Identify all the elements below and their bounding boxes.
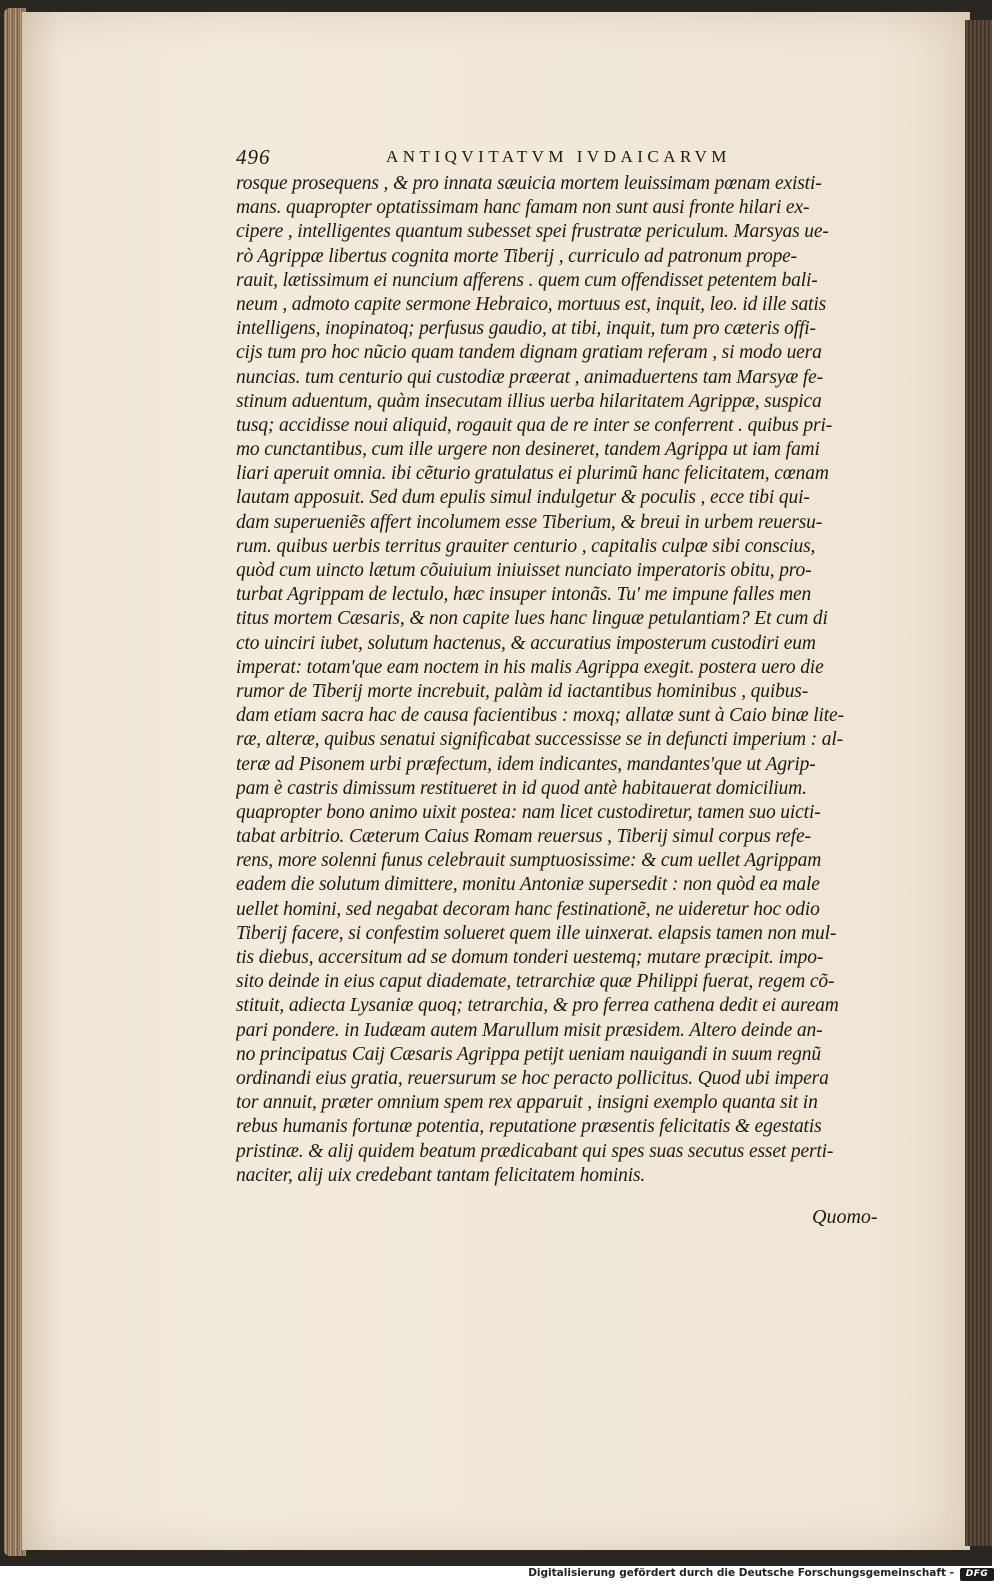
text-line: mo cunctantibus, cum ille urgere non desineret, tandem Agrippa ut iam fami [236,439,820,461]
text-line: cto uinciri iubet, solutum hactenus, & accuratius imposterum custodiri eum [236,632,816,654]
text-line: tabat arbitrio. Cæterum Caius Romam reuersus , Tiberij simul corpus refe- [236,826,811,848]
text-line: stituit, adiecta Lysaniæ quoq; tetrarchia, & pro ferrea cathena dedit ei auream [236,995,839,1017]
text-line: pari pondere. in Iudæam autem Marullum misit præsidem. Altero deinde an- [236,1019,823,1041]
text-line: rebus humanis fortunæ potentia, reputatione præsentis felicitatis & egestatis [236,1116,822,1138]
text-line: titus mortem Cæsaris, & non capite lues hanc linguæ petulantiam? Et cum di [236,608,828,630]
text-line: turbat Agrippam de lectulo, hæc insuper intonãs. Tu' me impune falles men [236,584,812,606]
text-line: sito deinde in eius caput diademate, tetrarchiæ quæ Philippi fuerat, regem cõ- [236,971,835,993]
text-line: stinum aduentum, quàm insecutam illius uerba hilaritatem Agrippæ, suspica [236,390,822,412]
text-line: ordinandi eius gratia, reuersurum se hoc peracto pollicitus. Quod ubi impera [236,1067,829,1089]
text-line: Tiberij facere, si confestim solueret quem ille uinxerat. elapsis tamen non mul- [236,922,837,944]
catchword: Quomo- [812,1206,878,1228]
text-line: naciter, alij uix credebant tantam felicitatem hominis. [236,1164,646,1186]
funding-credit: Digitalisierung gefördert durch die Deutsche Forschungsgemeinschaft - [528,1567,954,1579]
dfg-logo-icon: DFG [960,1568,994,1581]
text-line: liari aperuit omnia. ibi cẽturio gratulatus ei plurimũ hanc felicitatem, cœnam [236,463,829,485]
text-line: pristinæ. & alij quidem beatum prædicabant qui spes suas secutus esset perti- [236,1140,834,1162]
footer-bar [0,1566,1000,1584]
text-line: intelligens, inopinatoq; perfusus gaudio, at tibi, inquit, tum pro cæteris offi- [236,318,816,340]
text-line: neum , admoto capite sermone Hebraico, mortuus est, inquit, leo. id ille satis [236,293,827,315]
text-line: rauit, lætissimum ei nuncium afferens . quem cum offendisset petentem bali- [236,269,818,291]
text-line: lautam apposuit. Sed dum epulis simul indulgetur & poculis , ecce tibi qui- [236,487,810,509]
text-line: nuncias. tum centurio qui custodiæ præerat , animaduertens tam Marsyæ fe- [236,366,824,388]
text-line: tusq; accidisse noui aliquid, rogauit qua de re inter se conferrent . quibus pri- [236,414,833,436]
page-header-title: ANTIQVITATVM IVDAICARVM [386,147,731,166]
text-line: dam etiam sacra hac de causa facientibus : moxq; allatæ sunt à Caio binæ lite- [236,705,844,727]
text-line: tor annuit, præter omnium spem rex apparuit , insigni exemplo quanta sit in [236,1092,818,1114]
text-line: no principatus Caij Cæsaris Agrippa petijt ueniam nauigandi in suum regnũ [236,1043,821,1065]
text-line: rens, more solenni funus celebrauit sumptuosissime: & cum uellet Agrippam [236,850,822,872]
text-line: pam è castris dimissum restitueret in id quod antè habitauerat domicilium. [236,777,807,799]
text-line: cijs tum pro hoc nũcio quam tandem dignam gratiam referam , si modo uera [236,342,822,364]
book-gutter-edge [965,20,992,1546]
text-line: imperat: totam'que eam noctem in his malis Agrippa exegit. postera uero die [236,656,824,678]
text-line: cipere , intelligentes quantum subesset spei frustratæ periculum. Marsyas ue- [236,221,829,243]
text-line: eadem die solutum dimittere, monitu Antoniæ supersedit : non quòd ea male [236,874,820,896]
text-line: tis diebus, accersitum ad se domum tonderi uestemq; mutare præcipit. impo- [236,947,824,968]
page-number: 496 [236,145,271,169]
text-line: dam superueniẽs affert incolumem esse Tiberium, & breui in urbem reuersu- [236,511,823,533]
text-line: teræ ad Pisonem urbi præfectum, idem indicantes, mandantes'que ut Agrip- [236,753,816,775]
text-line: rosque prosequens , & pro innata sæuicia mortem leuissimam pœnam existi- [236,173,822,194]
text-line: ræ, alteræ, quibus senatui significabat successisse se in defuncti imperium : al- [236,729,843,751]
running-head [236,143,892,173]
text-line: quapropter bono animo uixit postea: nam licet custodiretur, tamen suo uicti- [236,801,821,823]
text-line: uellet homini, sed negabat decoram hanc festinationẽ, ne uideretur hoc odio [236,898,820,920]
body-text [236,172,896,1188]
text-line: rò Agrippæ libertus cognita morte Tiberij , curriculo ad patronum prope- [236,245,798,267]
text-line: mans. quapropter optatissimam hanc famam non sunt ausi fronte hilari ex- [236,197,810,219]
text-line: quòd cum uincto lætum cõuiuium iniuisset nunciato imperatoris obitu, pro- [236,560,812,581]
text-line: rum. quibus uerbis territus grauiter centurio , capitalis culpæ sibi conscius, [236,535,816,557]
text-line: rumor de Tiberij morte increbuit, palàm id iactantibus hominibus , quibus- [236,680,809,702]
